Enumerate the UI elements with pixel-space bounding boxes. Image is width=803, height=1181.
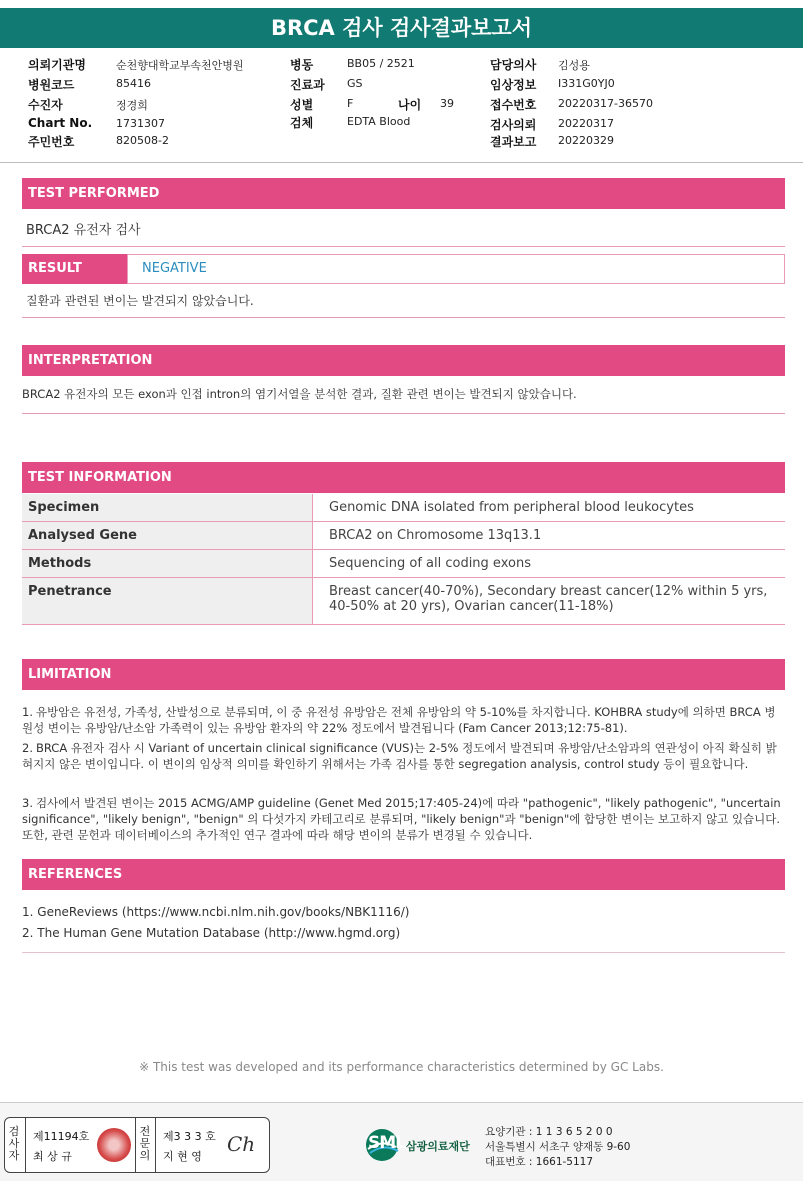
tester-name: 최 상 규 [33, 1150, 72, 1163]
test-information-table [22, 494, 785, 625]
logo-text: SML [368, 1133, 405, 1153]
seal-icon [97, 1128, 131, 1162]
limitation-item [22, 740, 785, 772]
label-department: 진료과 [290, 78, 325, 92]
value-sex: F [347, 97, 354, 110]
signature-icon: Ch [227, 1132, 256, 1156]
table-row [22, 578, 785, 625]
divider [22, 246, 785, 247]
char: 자 [8, 1149, 20, 1162]
reference-item: 1. GeneReviews (https://www.ncbi.nlm.nih.gov/books/NBK1116/) [22, 905, 410, 919]
label-hospital-code: 병원코드 [28, 78, 75, 92]
label-ward: 병동 [290, 58, 314, 72]
value-institution: 순천향대학교부속천안병원 [116, 59, 244, 72]
label-accession-no: 접수번호 [490, 98, 537, 112]
tester-vertical-label [7, 1126, 21, 1162]
result-value: NEGATIVE [127, 254, 785, 284]
section-interpretation: INTERPRETATION [22, 345, 785, 376]
label-clinical-info: 임상정보 [490, 78, 537, 92]
row-key: Specimen [22, 494, 313, 522]
label-sex: 성별 [290, 98, 314, 112]
item-text: BRCA 유전자 검사 시 Variant of uncertain clinical significance (VUS)는 2-5% 정도에서 발견되며 유방암/난소암과의 연관성이 아직 확실히 밝혀지지 않은 변이입니다. 이 변이의 임상적 의미를 확인하기 위해서는 가족 검사를 통한 segregation analysis, control study 등이 필요합니다. [22, 741, 777, 771]
org-name: 삼광의료재단 [406, 1140, 470, 1153]
patient-info-block [0, 50, 803, 163]
section-test-information: TEST INFORMATION [22, 462, 785, 493]
result-label: RESULT [22, 254, 127, 284]
value-clinical-info: I331G0YJ0 [558, 77, 615, 90]
value-specimen: EDTA Blood [347, 115, 411, 128]
address-line: 서울특별시 서초구 양재동 9-60 [485, 1141, 631, 1153]
sml-logo-icon [366, 1125, 476, 1165]
row-key: Analysed Gene [22, 522, 313, 550]
value-age: 39 [440, 97, 454, 110]
interpretation-text: BRCA2 유전자의 모든 exon과 인접 intron의 염기서열을 분석한 결과, 질환 관련 변이는 발견되지 않았습니다. [22, 387, 577, 401]
item-text: 유방암은 유전성, 가족성, 산발성으로 분류되며, 이 중 유전성 유방암은 전체 유방암의 약 5-10%를 차지합니다. KOHBRA study에 의하면 BRCA 병원성 변이는 유방암/난소암 가족력이 있는 유방암 환자의 약 22% 정도에서 발견됩니다 (Fam Cancer 2013;12:75-81). [22, 705, 776, 735]
table-row [22, 522, 785, 550]
item-number: 2. [22, 741, 33, 755]
row-key: Methods [22, 550, 313, 578]
signature-box [4, 1117, 270, 1173]
expert-number: 제3 3 3 호 [163, 1130, 216, 1143]
result-text: 질환과 관련된 변이는 발견되지 않았습니다. [26, 294, 254, 308]
limitation-item [22, 795, 785, 843]
label-resident-no: 주민번호 [28, 135, 75, 149]
char: 의 [139, 1149, 151, 1162]
tester-number: 제11194호 [33, 1130, 90, 1143]
row-value: Sequencing of all coding exons [313, 550, 786, 578]
value-report-date: 20220329 [558, 134, 614, 147]
label-specimen: 검체 [290, 116, 314, 130]
expert-vertical-label [138, 1126, 152, 1162]
footer [0, 1102, 803, 1181]
test-performed-text: BRCA2 유전자 검사 [26, 223, 141, 238]
divider [22, 952, 785, 953]
label-doctor: 담당의사 [490, 58, 537, 72]
label-report-date: 결과보고 [490, 135, 537, 149]
row-key: Penetrance [22, 578, 313, 625]
label-institution: 의뢰기관명 [28, 58, 86, 72]
divider [155, 1118, 156, 1172]
value-chart-no: 1731307 [116, 117, 165, 130]
value-resident-no: 820508-2 [116, 134, 169, 147]
value-department: GS [347, 77, 363, 90]
divider [25, 1118, 26, 1172]
section-limitation: LIMITATION [22, 659, 785, 690]
char: 문 [139, 1137, 151, 1150]
row-value: Genomic DNA isolated from peripheral blood leukocytes [313, 494, 786, 522]
section-references: REFERENCES [22, 859, 785, 890]
row-value: BRCA2 on Chromosome 13q13.1 [313, 522, 786, 550]
label-patient: 수진자 [28, 98, 63, 112]
item-number: 3. [22, 796, 33, 810]
char: 검 [8, 1125, 20, 1138]
limitation-item [22, 704, 785, 736]
char: 사 [8, 1137, 20, 1150]
section-test-performed: TEST PERFORMED [22, 178, 785, 209]
item-text: 검사에서 발견된 변이는 2015 ACMG/AMP guideline (Genet Med 2015;17:405-24)에 따라 "pathogenic", "likely pathogenic", "uncertain significance", "likely benign", "benign" 의 다섯가지 카테고리로 분류되며, "likely benign"과 "benign"에 합당한 변이는 보고하지 않고 있습니다. 또한, 관련 문헌과 데이터베이스의 추가적인 연구 결과에 따라 해당 변이의 분류가 변경될 수 있습니다. [22, 796, 781, 842]
label-request-date: 검사의뢰 [490, 118, 537, 132]
report-title: BRCA 검사 검사결과보고서 [0, 8, 803, 48]
address-line: 대표번호 : 1661-5117 [485, 1156, 594, 1168]
expert-name: 지 현 영 [163, 1150, 202, 1163]
value-request-date: 20220317 [558, 117, 614, 130]
table-row [22, 550, 785, 578]
divider [135, 1118, 136, 1172]
value-accession-no: 20220317-36570 [558, 97, 653, 110]
reference-item: 2. The Human Gene Mutation Database (http://www.hgmd.org) [22, 926, 401, 940]
lab-address [485, 1125, 630, 1170]
item-number: 1. [22, 705, 33, 719]
row-value: Breast cancer(40-70%), Secondary breast cancer(12% within 5 yrs, 40-50% at 20 yrs), Ovarian cancer(11-18%) [313, 578, 786, 625]
value-ward: BB05 / 2521 [347, 57, 415, 70]
divider [22, 317, 785, 318]
label-age: 나이 [398, 98, 422, 112]
value-hospital-code: 85416 [116, 77, 151, 90]
value-patient: 정경희 [116, 99, 148, 112]
char: 전 [139, 1125, 151, 1138]
footnote: ※ This test was developed and its performance characteristics determined by GC Labs. [139, 1060, 664, 1074]
table-row [22, 494, 785, 522]
divider [22, 413, 785, 414]
value-doctor: 김성용 [558, 59, 590, 72]
label-chart-no: Chart No. [28, 116, 93, 130]
address-line: 요양기관 : 1 1 3 6 5 2 0 0 [485, 1126, 613, 1138]
